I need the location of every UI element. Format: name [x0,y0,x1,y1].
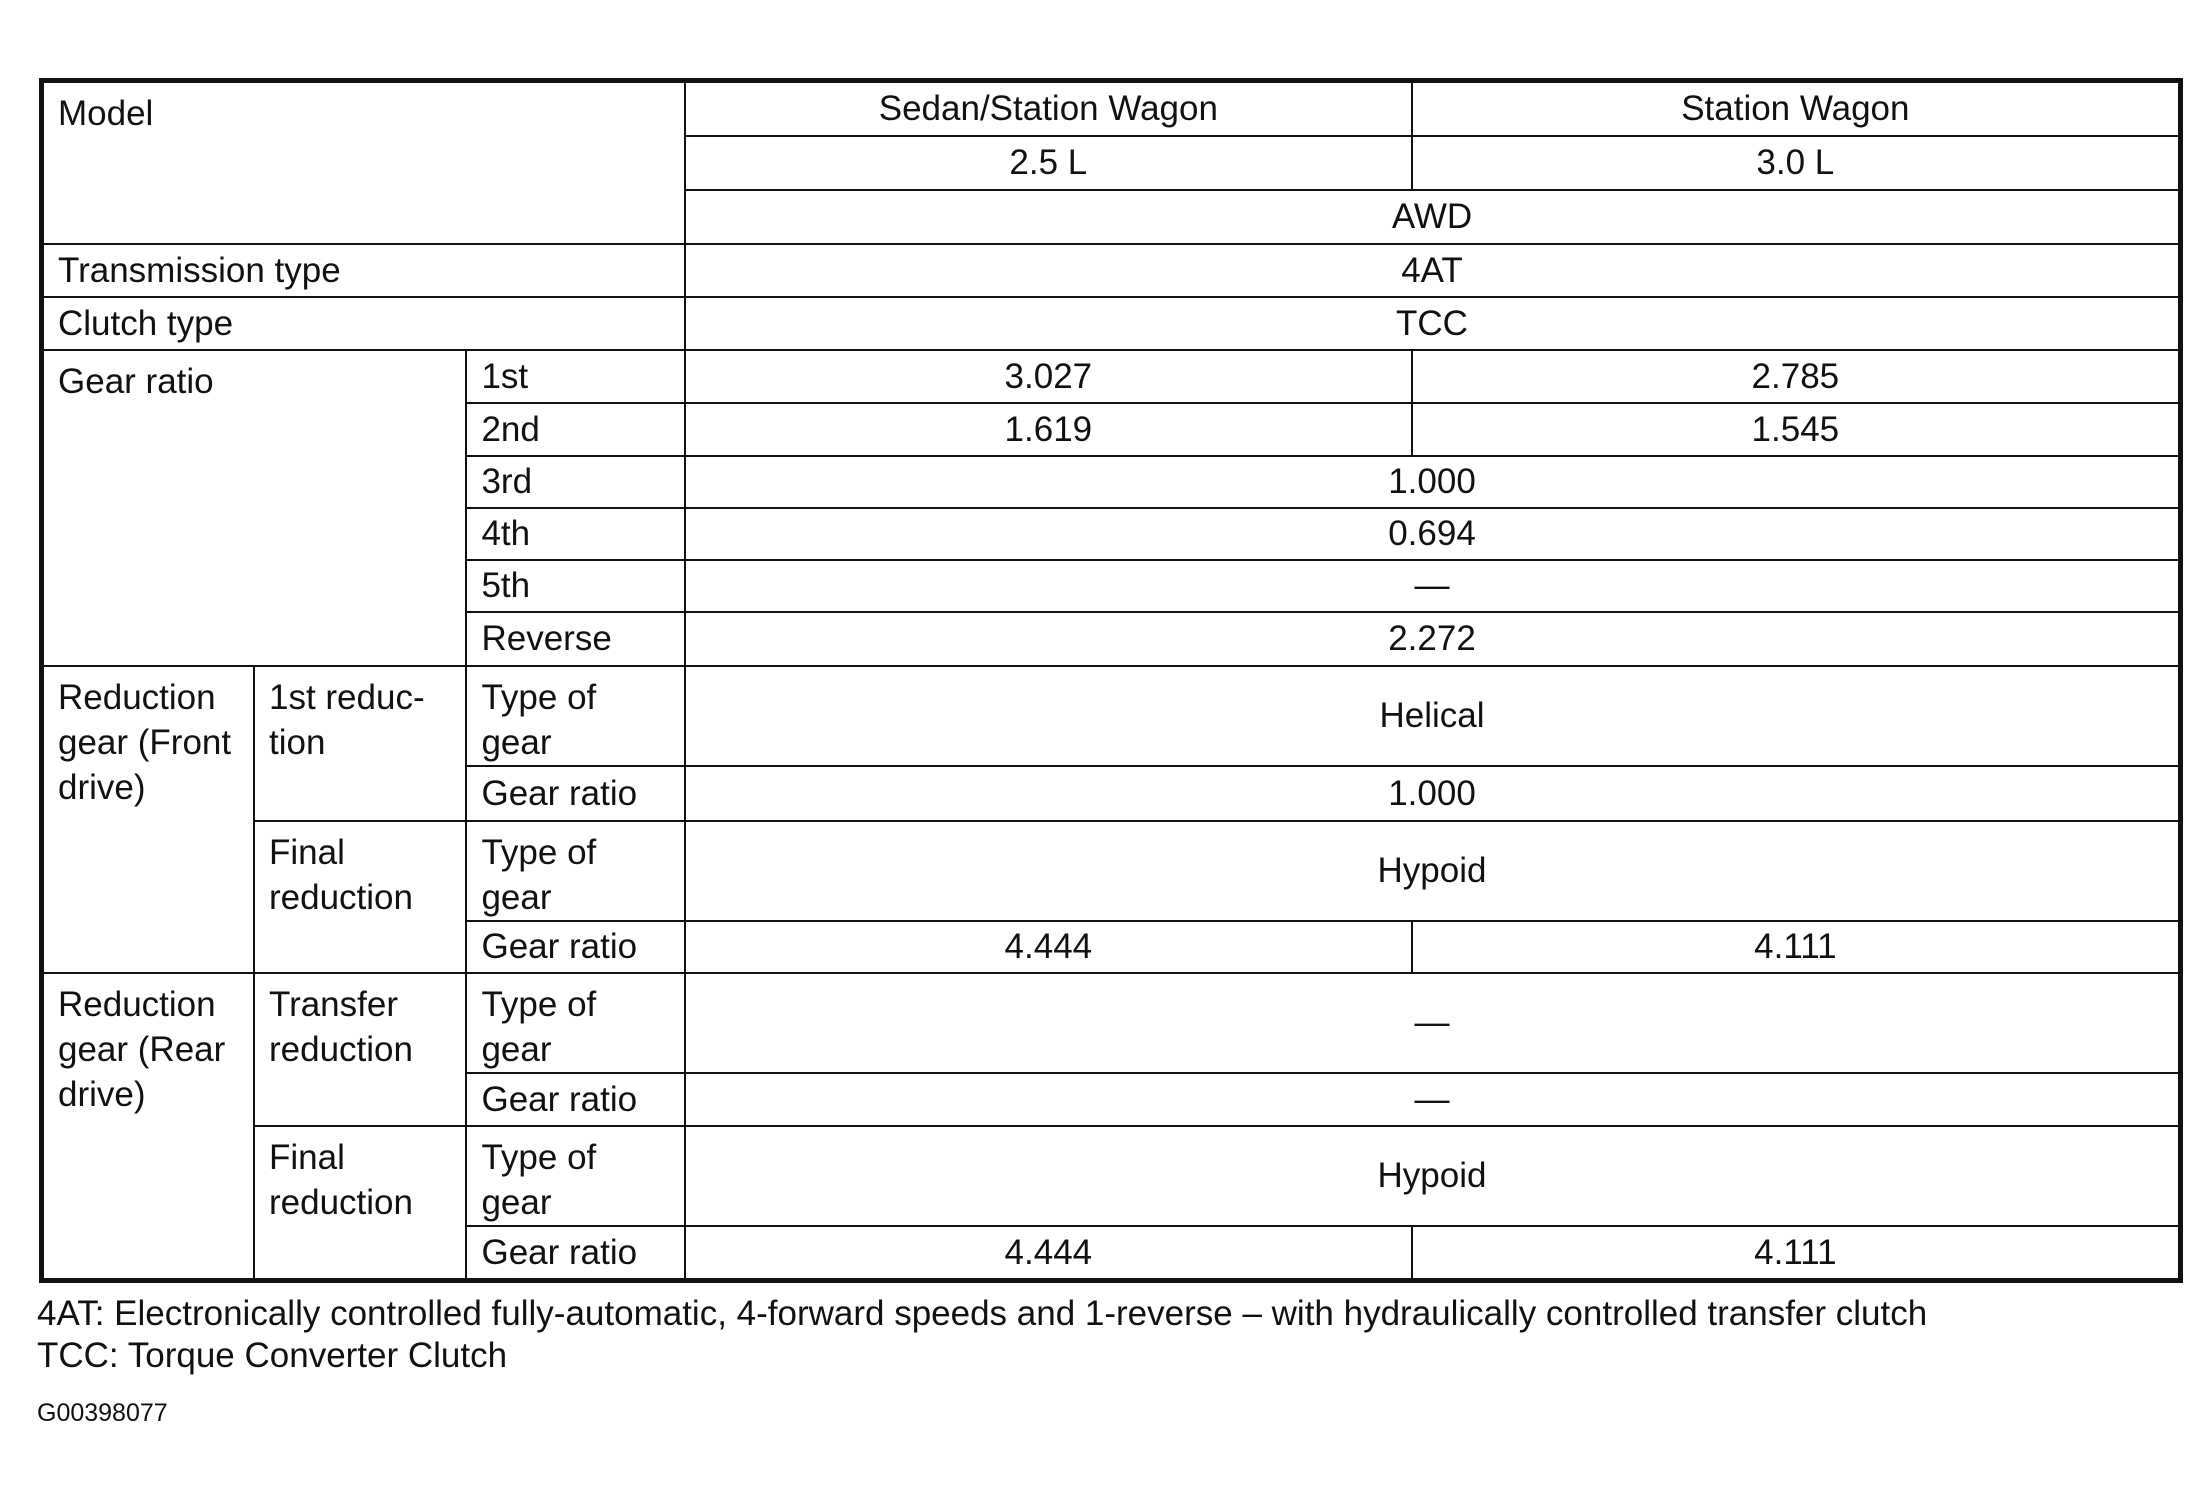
front-first-reduction-label-cell [254,666,466,821]
front-final-type-value: Hypoid [1377,851,1487,890]
front-final-ratio-label: Gear ratio [481,927,638,966]
transmission-type-label-cell [42,244,686,297]
rear-transfer-reduction-label: Transfer reduction [268,984,413,1069]
rear-final-ratio-col1-cell [685,1226,1412,1281]
rear-final-ratio-col2-cell [1412,1226,2181,1281]
front-final-ratio-col2: 4.111 [1754,927,1837,966]
front-first-ratio-value: 1.000 [1388,773,1476,813]
rear-transfer-ratio-label-cell [466,1073,685,1126]
gear-3rd-value: 1.000 [1388,462,1476,501]
figure-id: G00398077 [37,1399,168,1427]
rear-reduction-label-cell [42,973,254,1281]
footnote-4at: 4AT: Electronically controlled fully-automatic, 4-forward speeds and 1-reverse – with hydraulically controlled transfer clutch [37,1294,1928,1333]
gear-ratio-label: Gear ratio [58,361,214,401]
gear-1st-col1: 3.027 [1004,356,1093,396]
gear-4th-value-cell [685,508,2181,560]
clutch-type-value-cell [685,297,2181,350]
rear-final-type-value: Hypoid [1377,1156,1487,1195]
gear-3rd-value-cell [685,456,2181,508]
gear-reverse-label: Reverse [481,619,612,658]
transmission-type-label: Transmission type [58,250,341,290]
rear-transfer-ratio-label: Gear ratio [481,1079,638,1119]
rear-final-ratio-label-cell [466,1226,685,1281]
drive-cell [685,190,2181,244]
gear-1st-label: 1st [481,356,529,396]
front-final-reduction-label-cell [254,821,466,973]
rear-transfer-ratio-value: — [1414,1079,1450,1119]
gear-reverse-value: 2.272 [1388,619,1476,658]
gear-1st-col2: 2.785 [1751,356,1840,396]
model-header-cell [42,81,686,244]
gear-2nd-label: 2nd [481,409,540,449]
col2-engine-cell [1412,136,2181,190]
front-reduction-label-cell [42,666,254,973]
gear-3rd-label: 3rd [481,462,533,501]
front-first-reduction-label: 1st reduc- tion [268,677,425,762]
gear-2nd-label-cell [466,403,685,456]
col2-model: Station Wagon [1681,89,1910,129]
rear-final-type-label-cell [466,1126,685,1226]
specifications-table [39,78,2183,1283]
front-final-type-value-cell [685,821,2181,921]
front-final-type-label-cell [466,821,685,921]
gear-4th-label: 4th [481,514,531,553]
col1-engine-cell [685,136,1412,190]
front-first-ratio-value-cell [685,766,2181,821]
gear-4th-value: 0.694 [1388,514,1476,553]
gear-5th-value: — [1414,566,1450,605]
gear-1st-col2-cell [1412,350,2181,403]
clutch-type-label-cell [42,297,686,350]
footnotes [37,1293,1927,1377]
rear-final-ratio-col2: 4.111 [1754,1232,1837,1272]
gear-reverse-value-cell [685,612,2181,666]
model-label: Model [58,94,154,133]
rear-final-type-label: Type of gear [481,1137,597,1222]
rear-transfer-type-label: Type of gear [481,984,597,1069]
transmission-type-value: 4AT [1401,250,1463,290]
col1-model: Sedan/Station Wagon [878,89,1218,129]
rear-final-reduction-label: Final reduction [268,1137,413,1222]
gear-2nd-col2-cell [1412,403,2181,456]
clutch-type-value: TCC [1396,303,1468,343]
gear-reverse-label-cell [466,612,685,666]
gear-5th-value-cell [685,560,2181,612]
clutch-type-label: Clutch type [58,303,234,343]
transmission-type-value-cell [685,244,2181,297]
front-final-ratio-col1-cell [685,921,1412,973]
gear-2nd-col1-cell [685,403,1412,456]
front-final-ratio-label-cell [466,921,685,973]
front-final-type-label: Type of gear [481,832,597,917]
col2-engine: 3.0 L [1756,143,1835,182]
rear-transfer-type-value: — [1414,1003,1450,1042]
rear-final-reduction-label-cell [254,1126,466,1281]
rear-transfer-type-value-cell [685,973,2181,1073]
gear-5th-label: 5th [481,566,531,605]
front-first-ratio-label: Gear ratio [481,773,638,813]
front-reduction-label: Reduction gear (Front drive) [58,677,232,807]
rear-final-ratio-label: Gear ratio [481,1232,638,1272]
front-first-type-label-cell [466,666,685,766]
gear-ratio-label-cell [42,350,467,666]
front-final-ratio-col1: 4.444 [1004,927,1093,966]
footnote-tcc: TCC: Torque Converter Clutch [37,1336,508,1375]
gear-4th-label-cell [466,508,685,560]
col1-model-cell [685,81,1412,136]
rear-transfer-ratio-value-cell [685,1073,2181,1126]
rear-transfer-reduction-label-cell [254,973,466,1126]
front-first-type-value: Helical [1379,696,1485,735]
gear-2nd-col2: 1.545 [1751,409,1840,449]
rear-final-type-value-cell [685,1126,2181,1226]
front-first-ratio-label-cell [466,766,685,821]
front-final-ratio-col2-cell [1412,921,2181,973]
drive-value: AWD [1391,197,1473,236]
gear-2nd-col1: 1.619 [1004,409,1093,449]
col2-model-cell [1412,81,2181,136]
front-final-reduction-label: Final reduction [268,832,413,917]
gear-5th-label-cell [466,560,685,612]
rear-reduction-label: Reduction gear (Rear drive) [58,984,226,1114]
col1-engine: 2.5 L [1009,143,1088,182]
gear-1st-col1-cell [685,350,1412,403]
rear-final-ratio-col1: 4.444 [1004,1232,1093,1272]
front-first-type-value-cell [685,666,2181,766]
gear-1st-label-cell [466,350,685,403]
front-first-type-label: Type of gear [481,677,597,762]
rear-transfer-type-label-cell [466,973,685,1073]
gear-3rd-label-cell [466,456,685,508]
